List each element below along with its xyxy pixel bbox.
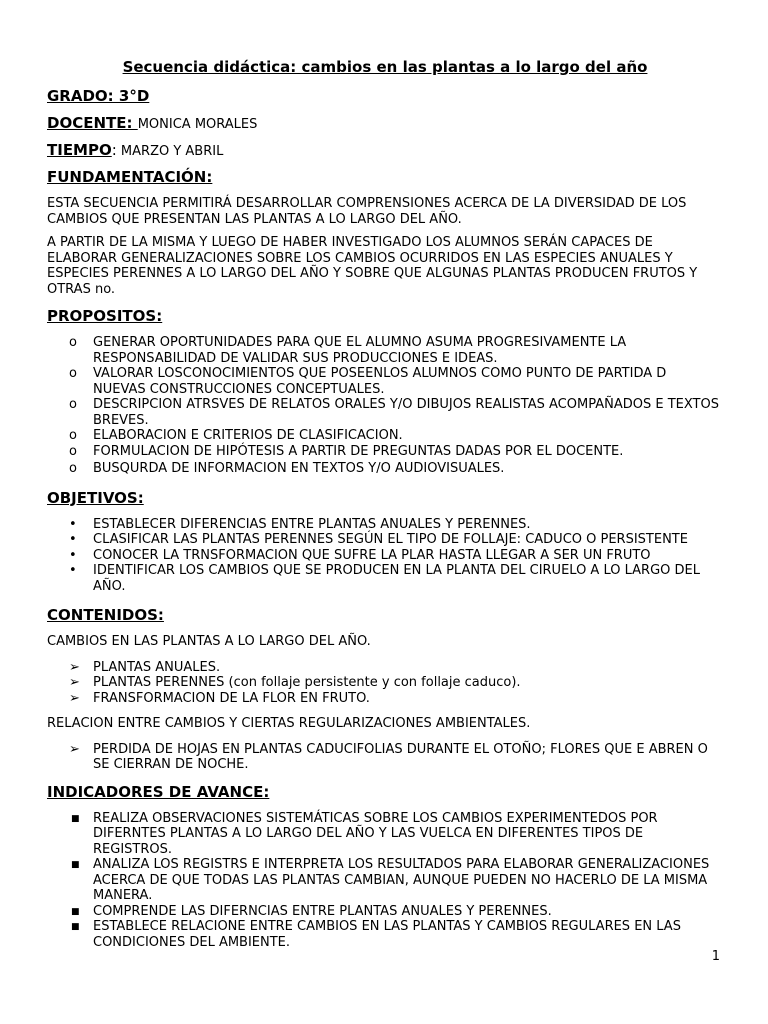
bullet-icon: • — [69, 547, 77, 563]
bullet-icon: • — [69, 516, 77, 532]
circle-bullet-icon: o — [69, 443, 77, 459]
arrowhead-bullet-icon: ➢ — [69, 659, 80, 675]
list-item-text: COMPRENDE LAS DIFERNCIAS ENTRE PLANTAS ANUALES Y PERENNES. — [93, 903, 552, 919]
indicadores-heading: INDICADORES DE AVANCE: — [47, 782, 270, 801]
square-bullet-icon: ■ — [71, 922, 80, 932]
list-item — [47, 532, 723, 548]
list-item-text: VALORAR LOSCONOCIMIENTOS QUE POSEENLOS ALUMNOS COMO PUNTO DE PARTIDA D NUEVAS CONSTRUCCIONES CONCEPTUALES. — [93, 366, 667, 397]
contenidos-list-1 — [47, 660, 723, 707]
list-item — [47, 660, 723, 676]
list-item-text: BUSQURDA DE INFORMACION EN TEXTOS Y/O AUDIOVISUALES. — [93, 461, 505, 476]
list-item-text: DESCRIPCION ATRSVES DE RELATOS ORALES Y/O DIBUJOS REALISTAS ACOMPAÑADOS E TEXTOS BREVES. — [93, 397, 719, 428]
contenidos-heading: CONTENIDOS: — [47, 606, 164, 624]
circle-bullet-icon: o — [69, 461, 77, 476]
list-item-text: ANALIZA LOS REGISTRS E INTERPRETA LOS RESULTADOS PARA ELABORAR GENERALIZACIONES ACERCA DE QUE TODAS LAS PLANTAS CAMBIAN, AUNQUE PUEDEN NO HACERLO DE LA MISMA MANERA. — [93, 857, 710, 903]
list-item-text: PLANTAS PERENNES (con follaje persistente y con follaje caduco). — [93, 675, 521, 690]
tiempo-label: TIEMPO — [47, 141, 112, 159]
list-item-text: PERDIDA DE HOJAS EN PLANTAS CADUCIFOLIAS DURANTE EL OTOÑO; FLORES QUE E ABREN O SE CIERRAN DE NOCHE. — [93, 741, 708, 772]
tiempo-separator: : — [111, 141, 117, 159]
circle-bullet-icon: o — [69, 366, 77, 381]
list-item — [47, 366, 723, 397]
square-bullet-icon: ■ — [71, 906, 80, 917]
docente-label: DOCENTE: — [47, 114, 138, 132]
docente-line — [47, 114, 723, 132]
bullet-icon: • — [69, 532, 77, 547]
list-item — [47, 397, 723, 428]
list-item — [47, 563, 723, 594]
list-item — [47, 428, 723, 444]
propositos-heading: PROPOSITOS: — [47, 307, 163, 325]
list-item — [47, 691, 723, 707]
circle-bullet-icon: o — [69, 397, 77, 412]
circle-bullet-icon: o — [69, 428, 77, 443]
circle-bullet-icon: o — [69, 335, 77, 350]
fundamentacion-paragraph-1: ESTA SECUENCIA PERMITIRÁ DESARROLLAR COMPRENSIONES ACERCA DE LA DIVERSIDAD DE LOS CAMBIOS QUE PRESENTAN LAS PLANTAS A LO LARGO DEL AÑO. — [47, 196, 687, 227]
tiempo-value: MARZO Y ABRIL — [116, 144, 224, 159]
docente-value: MONICA MORALES — [137, 117, 258, 132]
bullet-icon: • — [69, 563, 77, 578]
document-title: Secuencia didáctica: cambios en las plantas a lo largo del año — [122, 58, 648, 76]
square-bullet-icon: ■ — [71, 813, 80, 824]
arrowhead-bullet-icon: ➢ — [69, 675, 80, 690]
list-item-text: IDENTIFICAR LOS CAMBIOS QUE SE PRODUCEN EN LA PLANTA DEL CIRUELO A LO LARGO DEL AÑO. — [93, 563, 700, 594]
grado-line — [47, 87, 723, 105]
objetivos-heading: OBJETIVOS: — [47, 488, 144, 507]
list-item-text: CLASIFICAR LAS PLANTAS PERENNES SEGÚN EL TIPO DE FOLLAJE: CADUCO O PERSISTENTE — [93, 532, 688, 547]
list-item-text: ESTABLECER DIFERENCIAS ENTRE PLANTAS ANUALES Y PERENNES. — [93, 516, 531, 532]
list-item-text: CONOCER LA TRNSFORMACION QUE SUFRE LA PLAR HASTA LLEGAR A SER UN FRUTO — [93, 547, 651, 563]
arrowhead-bullet-icon: ➢ — [69, 741, 80, 757]
objetivos-list — [47, 517, 723, 595]
square-bullet-icon: ■ — [71, 860, 80, 870]
list-item — [47, 742, 723, 773]
list-item-text: FORMULACION DE HIPÓTESIS A PARTIR DE PREGUNTAS DADAS POR EL DOCENTE. — [93, 443, 624, 459]
contenidos-list-2 — [47, 742, 723, 773]
tiempo-line — [47, 141, 723, 159]
propositos-list — [47, 335, 723, 477]
list-item-text: REALIZA OBSERVACIONES SISTEMÁTICAS SOBRE LOS CAMBIOS EXPERIMENTEDOS POR DIFERNTES PLANTAS A LO LARGO DEL AÑO Y LAS VUELCA EN DIFERENTES TIPOS DE REGISTROS. — [93, 810, 658, 857]
list-item — [47, 335, 723, 366]
fundamentacion-heading: FUNDAMENTACIÓN: — [47, 168, 213, 186]
list-item-text: ELABORACION E CRITERIOS DE CLASIFICACION. — [93, 428, 403, 443]
list-item — [47, 904, 723, 920]
list-item-text: ESTABLECE RELACIONE ENTRE CAMBIOS EN LAS PLANTAS Y CAMBIOS REGULARES EN LAS CONDICIONES DEL AMBIENTE. — [93, 919, 681, 950]
list-item-text: GENERAR OPORTUNIDADES PARA QUE EL ALUMNO ASUMA PROGRESIVAMENTE LA RESPONSABILIDAD DE VALIDAR SUS PRODUCCIONES E IDEAS. — [93, 335, 627, 366]
list-item — [47, 517, 723, 533]
list-item-text: FRANSFORMACION DE LA FLOR EN FRUTO. — [93, 690, 370, 706]
grado-label: GRADO: 3°D — [47, 87, 150, 105]
list-item — [47, 675, 723, 691]
contenidos-intro-1: CAMBIOS EN LAS PLANTAS A LO LARGO DEL AÑO. — [47, 634, 371, 649]
list-item-text: PLANTAS ANUALES. — [93, 659, 221, 675]
fundamentacion-paragraph-2: A PARTIR DE LA MISMA Y LUEGO DE HABER INVESTIGADO LOS ALUMNOS SERÁN CAPACES DE ELABORAR GENERALIZACIONES SOBRE LOS CAMBIOS OCURRIDOS EN LAS ESPECIES ANUALES Y ESPECIES PERENNES A LO LARGO DEL AÑO Y SOBRE QUE ALGUNAS PLANTAS PRODUCEN FRUTOS Y OTRAS no. — [47, 235, 698, 297]
list-item — [47, 444, 723, 460]
contenidos-intro-2: RELACION ENTRE CAMBIOS Y CIERTAS REGULARIZACIONES AMBIENTALES. — [47, 716, 531, 731]
list-item — [47, 857, 723, 904]
list-item — [47, 461, 723, 477]
list-item — [47, 548, 723, 564]
page-number: 1 — [711, 949, 720, 964]
list-item — [47, 919, 723, 950]
indicadores-list — [47, 811, 723, 951]
list-item — [47, 811, 723, 858]
arrowhead-bullet-icon: ➢ — [69, 690, 80, 706]
document-page — [47, 58, 723, 962]
